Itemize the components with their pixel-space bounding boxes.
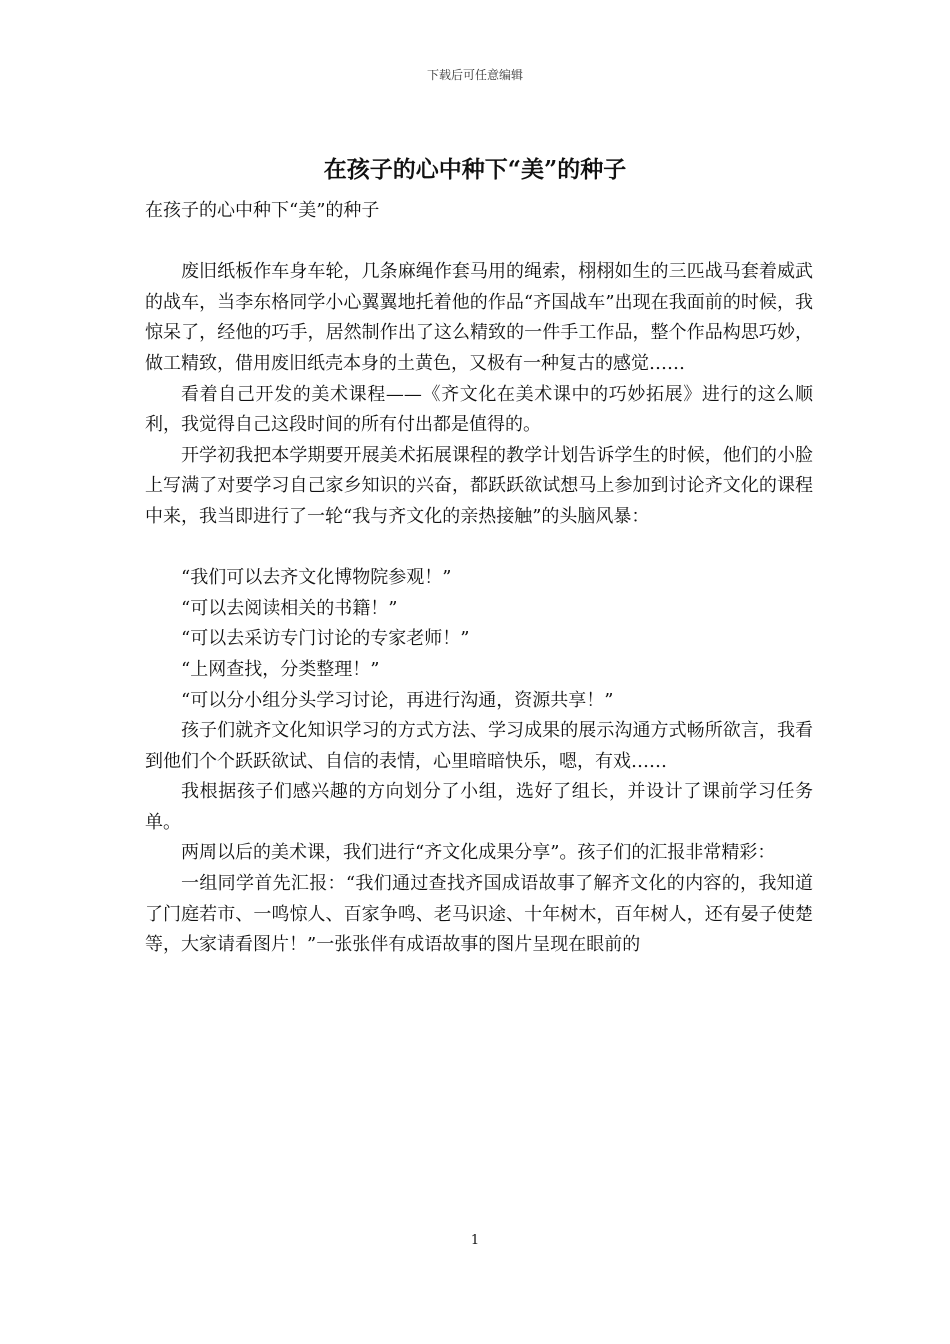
- paragraph-5: 我根据孩子们感兴趣的方向划分了小组，选好了组长，并设计了课前学习任务单。: [145, 781, 813, 833]
- paragraph-3: 开学初我把本学期要开展美术拓展课程的教学计划告诉学生的时候，他们的小脸上写满了对要学习自己家乡知识的兴奋，都跃跃欲试想马上参加到讨论齐文化的课程中来，我当即进行了一轮“我与齐文化的亲热接触”的头脑风暴：: [145, 444, 813, 527]
- paragraph-1: 废旧纸板作车身车轮，几条麻绳作套马用的绳索，栩栩如生的三匹战马套着威武的战车，当李东格同学小心翼翼地托着他的作品“齐国战车”出现在我面前的时候，我惊呆了，经他的巧手，居然制作出了这么精致的一件手工作品，整个作品构思巧妙，做工精致，借用废旧纸壳本身的土黄色，又极有一种复古的感觉……: [145, 261, 813, 374]
- paragraph-7: 一组同学首先汇报：“我们通过查找齐国成语故事了解齐文化的内容的，我知道了门庭若市、一鸣惊人、百家争鸣、老马识途、十年树木，百年树人，还有晏子使楚等，大家请看图片！”一张张伴有成语故事的图片呈现在眼前的: [145, 873, 813, 956]
- quote-3: “可以去采访专门讨论的专家老师！”: [181, 628, 470, 650]
- paragraph-4: 孩子们就齐文化知识学习的方式方法、学习成果的展示沟通方式畅所欲言，我看到他们个个跃跃欲试、自信的表情，心里暗暗快乐，嗯，有戏……: [145, 720, 813, 772]
- paragraph-2: 看着自己开发的美术课程——《齐文化在美术课中的巧妙拓展》进行的这么顺利，我觉得自己这段时间的所有付出都是值得的。: [145, 383, 813, 436]
- page-header-note: 下载后可任意编辑: [426, 68, 523, 82]
- document-subtitle: 在孩子的心中种下“美”的种子: [145, 200, 380, 221]
- quote-2: “可以去阅读相关的书籍！”: [181, 597, 398, 619]
- document-title: 在孩子的心中种下“美”的种子: [323, 156, 627, 183]
- quote-1: “我们可以去齐文化博物院参观！”: [181, 567, 452, 589]
- page-number: 1: [470, 1233, 480, 1248]
- document-body: [145, 196, 813, 961]
- quote-5: “可以分小组分头学习讨论，再进行沟通，资源共享！”: [181, 689, 614, 711]
- quote-4: “上网查找，分类整理！”: [181, 658, 380, 680]
- paragraph-6: 两周以后的美术课，我们进行“齐文化成果分享”。孩子们的汇报非常精彩：: [181, 842, 776, 864]
